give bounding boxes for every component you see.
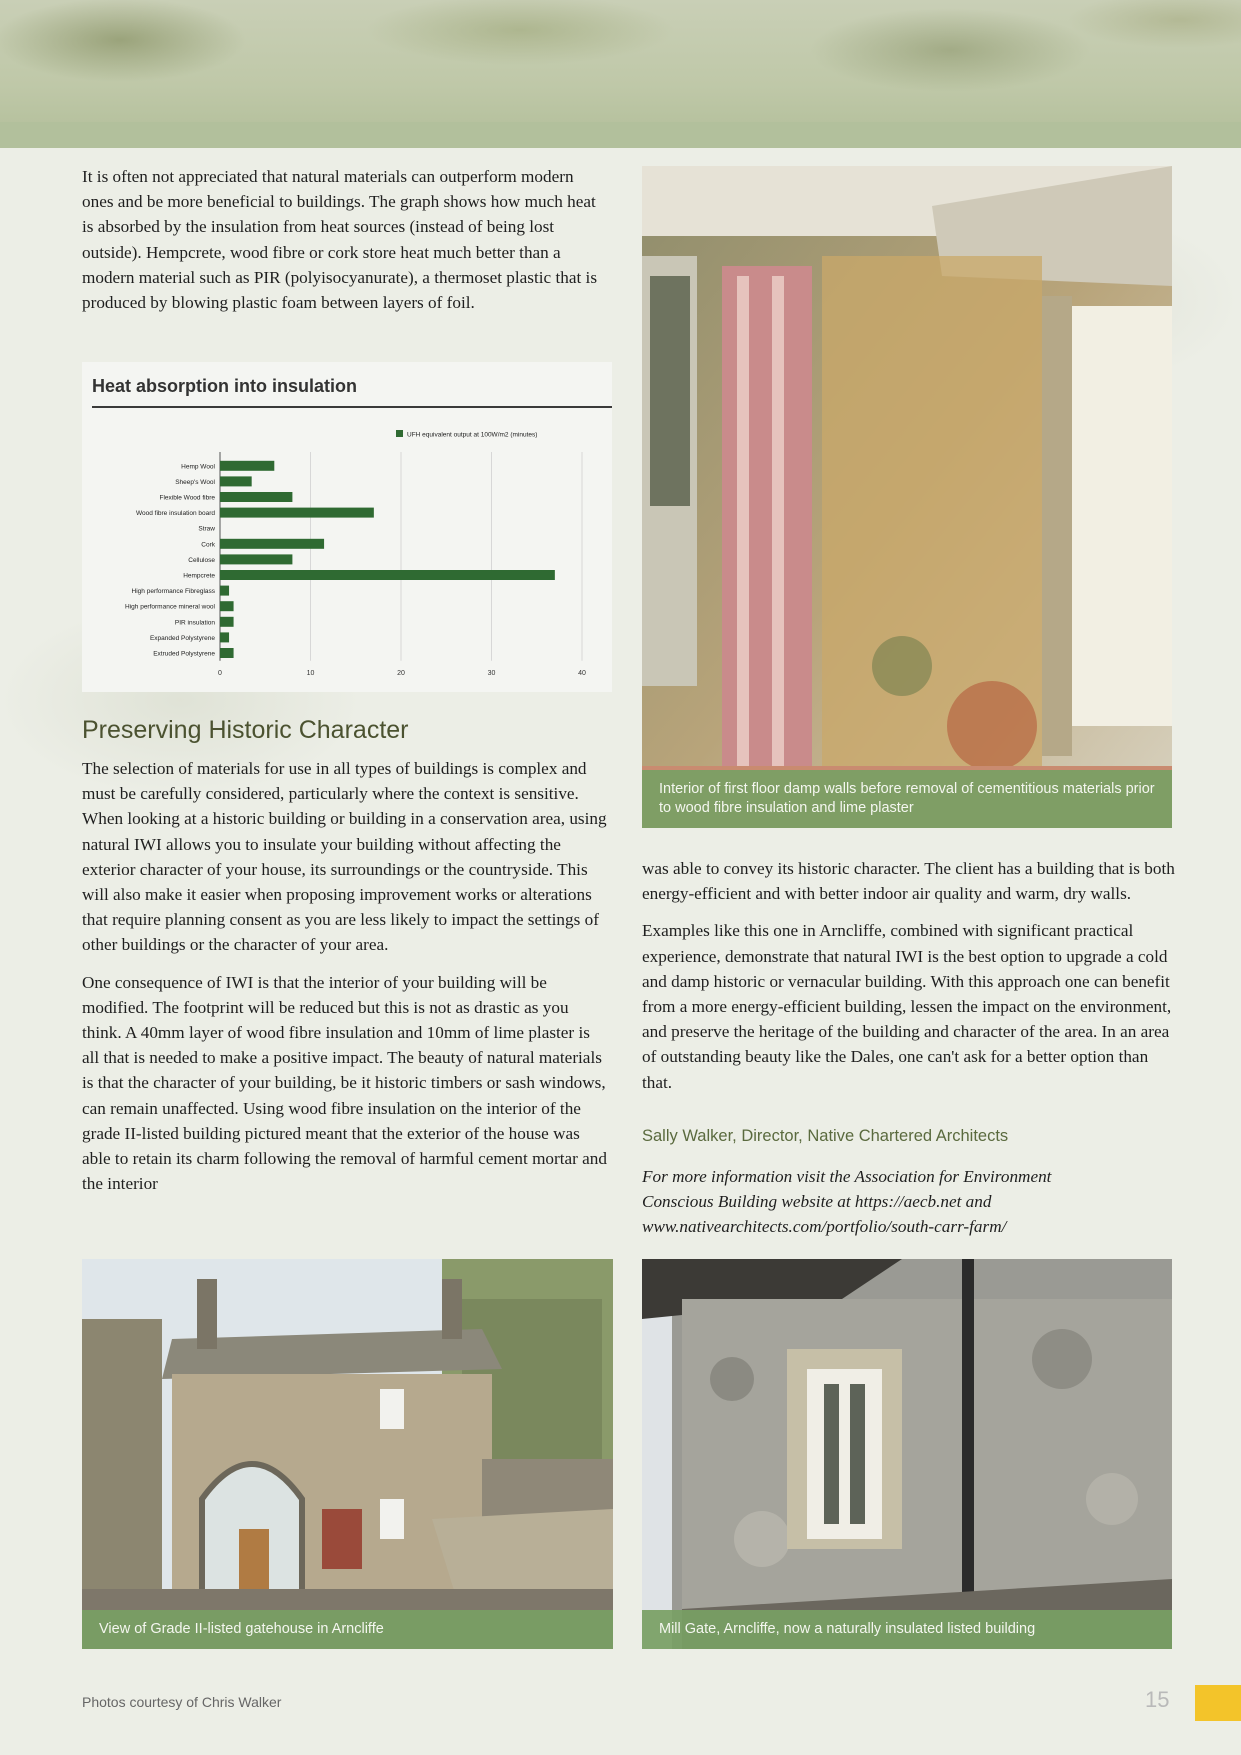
left-paragraph-2: One consequence of IWI is that the interior of your building will be modified. The footprint will be reduced but this is not as drastic as you think. A 40mm layer of wood fibre insulation and 10mm of lime plaster is all that is needed to make a positive impact. The beauty of natural materials is that the character of your building, be it historic timbers or sash windows, can remain unaffected. Using wood fibre insulation on the interior of the grade II-listed building pictured meant that the exterior of the house was able to retain its charm following the removal of harmful cement mortar and the interior — [82, 972, 607, 1194]
heat-absorption-chart — [82, 362, 612, 692]
bar — [220, 586, 229, 596]
bar — [220, 617, 234, 627]
legend-label: UFH equivalent output at 100W/m2 (minutes) — [407, 431, 538, 439]
category-label: Cellulose — [188, 556, 215, 564]
gatehouse-photo — [82, 1259, 613, 1649]
right-paragraph-1: was able to convey its historic character. The client has a building that is both energy-efficient and with better indoor air quality and warm, dry walls. — [642, 859, 1175, 904]
category-label: Extruded Polystyrene — [153, 650, 215, 658]
bar — [220, 476, 252, 486]
mill-gate-photo — [642, 1259, 1172, 1649]
category-label: Hemp Wool — [181, 463, 215, 471]
section-heading: Preserving Historic Character — [82, 716, 409, 744]
bar — [220, 461, 274, 471]
gatehouse-caption: View of Grade II-listed gatehouse in Arncliffe — [82, 1610, 613, 1649]
page-number: 15 — [1145, 1687, 1170, 1712]
mill-gate-photo-image — [642, 1259, 1172, 1649]
category-label: Sheep's Wool — [175, 478, 215, 486]
gatehouse-photo-image — [82, 1259, 613, 1649]
interior-caption: Interior of first floor damp walls before removal of cementitious materials prior to wood fibre insulation and lime plaster — [642, 770, 1172, 828]
author-byline: Sally Walker, Director, Native Chartered Architects — [642, 1127, 1009, 1145]
header-texture-band — [0, 0, 1241, 122]
x-tick-label: 40 — [578, 669, 586, 677]
category-label: Wood fibre insulation board — [135, 510, 215, 518]
bar — [220, 570, 555, 580]
category-label: Expanded Polystyrene — [149, 634, 215, 642]
category-label: High performance Fibreglass — [131, 588, 215, 596]
category-label: Hempcrete — [183, 572, 215, 580]
intro-paragraph: It is often not appreciated that natural materials can outperform modern ones and be more beneficial to buildings. The graph shows how much heat is absorbed by the insulation from heat sources (instead of being lost outside). Hempcrete, wood fibre or cork store heat much better than a modern material such as PIR (polyisocyanurate), a thermoset plastic that is produced by blowing plastic foam between layers of foil. — [82, 167, 598, 313]
chart-title: Heat absorption into insulation — [92, 376, 357, 396]
left-column-text — [82, 756, 607, 1208]
x-tick-label: 10 — [306, 669, 315, 677]
bar — [220, 648, 234, 658]
photo-credit: Photos courtesy of Chris Walker — [82, 1694, 282, 1710]
category-label: PIR insulation — [174, 619, 215, 627]
bar — [220, 601, 234, 611]
x-tick-label: 30 — [487, 669, 496, 677]
chart-plot — [82, 362, 612, 692]
category-label: Straw — [198, 525, 215, 533]
mill-gate-caption: Mill Gate, Arncliffe, now a naturally insulated listed building — [642, 1610, 1172, 1649]
bar — [220, 554, 292, 564]
left-paragraph-1: The selection of materials for use in all types of buildings is complex and must be carefully considered, particularly where the context is sensitive. When looking at a historic building or building in a conservation area, using natural IWI allows you to insulate your building without affecting the exterior character of your house, its surroundings or the countryside. This will also make it easier when proposing improvement works or alterations that require planning consent as you are less likely to impact the settings of other buildings or the character of your area. — [82, 759, 607, 955]
interior-photo — [642, 166, 1172, 828]
legend-swatch — [396, 430, 403, 437]
right-paragraph-2: Examples like this one in Arncliffe, combined with significant practical experience, demonstrate that natural IWI is the best option to upgrade a cold and damp historic or vernacular building. With this approach one can benefit from a more energy-efficient building, lessen the impact on the environment, and preserve the heritage of the building and character of the area. In an area of outstanding beauty like the Dales, one can't ask for a better option than that. — [642, 921, 1172, 1092]
bar — [220, 632, 229, 642]
bar — [220, 492, 292, 502]
x-tick-label: 20 — [397, 669, 405, 677]
right-column-text — [642, 856, 1177, 1107]
header-green-stripe — [0, 122, 1241, 148]
category-label: High performance mineral wool — [125, 603, 215, 611]
interior-photo-image — [642, 166, 1172, 828]
page-tab-marker — [1195, 1685, 1241, 1721]
x-tick-label: 0 — [218, 669, 222, 677]
category-label: Cork — [201, 541, 215, 549]
category-label: Flexible Wood fibre — [159, 494, 215, 502]
bar — [220, 508, 374, 518]
intro-text — [82, 164, 602, 327]
bar — [220, 539, 324, 549]
more-info-note: For more information visit the Association for Environment Conscious Building website at https://aecb.net and www.nativearchitects.com/portfolio/south-carr-farm/ — [642, 1167, 1052, 1236]
